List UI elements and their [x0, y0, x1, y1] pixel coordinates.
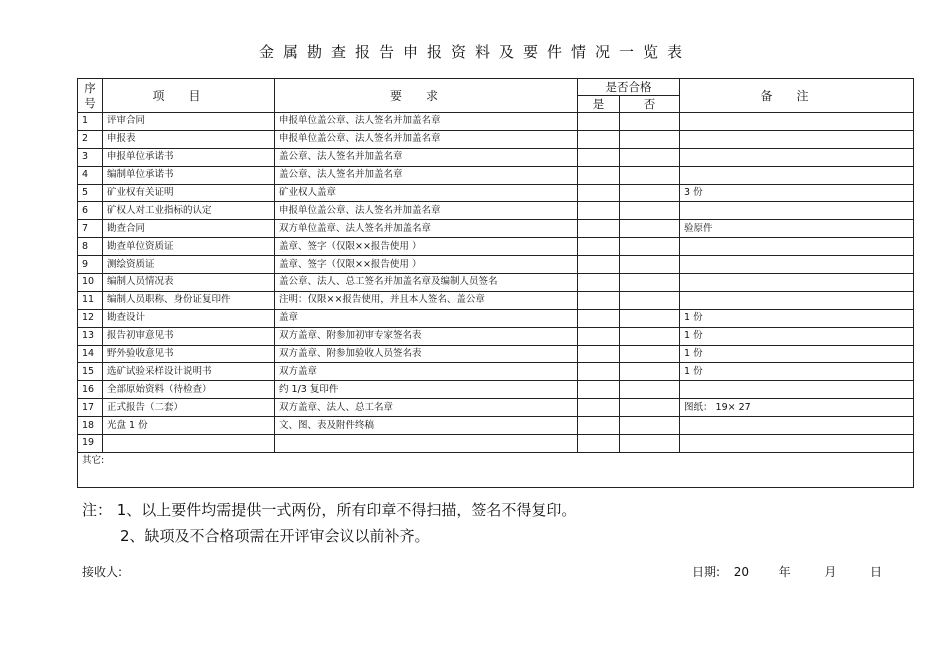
row-yes-cell [578, 363, 620, 381]
table-row [78, 202, 914, 220]
remark-header: 备注 [680, 79, 914, 113]
row-requirement: 盖章 [275, 309, 578, 327]
row-yes-cell [578, 113, 620, 131]
row-no-cell [620, 113, 680, 131]
row-no-cell [620, 220, 680, 238]
row-item: 勘查单位资质证 [103, 238, 275, 256]
row-yes-cell [578, 184, 620, 202]
row-yes-cell [578, 148, 620, 166]
seq-header [78, 79, 103, 113]
month-label: 月 [824, 565, 837, 579]
table-row [78, 238, 914, 256]
other-label: 其它: [78, 452, 914, 487]
row-item: 正式报告（二套） [103, 399, 275, 417]
row-number: 8 [78, 238, 103, 256]
row-item: 测绘资质证 [103, 256, 275, 274]
row-remark [680, 130, 914, 148]
row-item: 全部原始资料（待检查） [103, 381, 275, 399]
row-requirement: 盖公章、法人签名并加盖名章 [275, 148, 578, 166]
row-no-cell [620, 435, 680, 453]
row-remark: 1 份 [680, 327, 914, 345]
row-item: 光盘 1 份 [103, 417, 275, 435]
row-requirement: 双方盖章、附参加验收人员签名表 [275, 345, 578, 363]
row-number: 12 [78, 309, 103, 327]
row-no-cell [620, 166, 680, 184]
row-requirement: 注明：仅限××报告使用，并且本人签名、盖公章 [275, 291, 578, 309]
row-yes-cell [578, 166, 620, 184]
table-row [78, 435, 914, 453]
no-header: 否 [620, 96, 680, 113]
row-number: 19 [78, 435, 103, 453]
table-row [78, 399, 914, 417]
date-line [692, 563, 882, 580]
row-item: 申报单位承诺书 [103, 148, 275, 166]
yes-header: 是 [578, 96, 620, 113]
row-no-cell [620, 345, 680, 363]
row-no-cell [620, 417, 680, 435]
row-number: 14 [78, 345, 103, 363]
row-number: 11 [78, 291, 103, 309]
row-requirement: 文、图、表及附件终稿 [275, 417, 578, 435]
row-remark [680, 256, 914, 274]
row-no-cell [620, 202, 680, 220]
table-row [78, 184, 914, 202]
row-item: 编制人员情况表 [103, 274, 275, 292]
row-item: 评审合同 [103, 113, 275, 131]
row-item: 选矿试验采样设计说明书 [103, 363, 275, 381]
row-no-cell [620, 291, 680, 309]
table-row [78, 345, 914, 363]
row-number: 3 [78, 148, 103, 166]
row-no-cell [620, 327, 680, 345]
row-remark [680, 381, 914, 399]
row-remark [680, 274, 914, 292]
row-remark: 验原件 [680, 220, 914, 238]
row-no-cell [620, 399, 680, 417]
table-row [78, 291, 914, 309]
row-number: 6 [78, 202, 103, 220]
document-title: 金属勘查报告申报资料及要件情况一览表 [258, 43, 691, 61]
row-item: 野外验收意见书 [103, 345, 275, 363]
seq-header-a: 序 [84, 80, 96, 95]
row-number: 16 [78, 381, 103, 399]
table-row [78, 274, 914, 292]
row-no-cell [620, 274, 680, 292]
row-item: 矿业权有关证明 [103, 184, 275, 202]
row-remark: 1 份 [680, 309, 914, 327]
row-number: 9 [78, 256, 103, 274]
date-label: 日期: [692, 565, 721, 579]
row-remark: 图纸： 19× 27 [680, 399, 914, 417]
table-row [78, 113, 914, 131]
other-row [78, 452, 914, 487]
row-requirement: 双方盖章 [275, 363, 578, 381]
row-yes-cell [578, 291, 620, 309]
year-prefix: 20 [733, 565, 749, 579]
row-yes-cell [578, 381, 620, 399]
row-no-cell [620, 184, 680, 202]
row-requirement: 双方盖章、附参加初审专家签名表 [275, 327, 578, 345]
row-requirement: 盖章、签字（仅限××报告使用 ） [275, 238, 578, 256]
receiver-label: 接收人: [82, 565, 123, 579]
table-row [78, 327, 914, 345]
row-no-cell [620, 381, 680, 399]
row-yes-cell [578, 202, 620, 220]
row-no-cell [620, 238, 680, 256]
table-row [78, 130, 914, 148]
row-requirement: 盖公章、法人、总工签名并加盖名章及编制人员签名 [275, 274, 578, 292]
row-no-cell [620, 130, 680, 148]
row-remark [680, 435, 914, 453]
row-yes-cell [578, 220, 620, 238]
table-row [78, 417, 914, 435]
row-remark: 3 份 [680, 184, 914, 202]
requirement-header: 要求 [275, 79, 578, 113]
table-row [78, 220, 914, 238]
row-remark [680, 166, 914, 184]
row-remark [680, 148, 914, 166]
row-requirement [275, 435, 578, 453]
table-row [78, 166, 914, 184]
row-remark [680, 291, 914, 309]
seq-header-b: 号 [84, 95, 96, 110]
row-yes-cell [578, 435, 620, 453]
note-line-1: 注： 1、以上要件均需提供一式两份，所有印章不得扫描，签名不得复印。 [82, 501, 577, 519]
year-label: 年 [778, 565, 791, 579]
row-remark: 1 份 [680, 363, 914, 381]
row-remark: 1 份 [680, 345, 914, 363]
row-item: 编制人员职称、身份证复印件 [103, 291, 275, 309]
table-row [78, 148, 914, 166]
row-requirement: 双方盖章、法人、总工名章 [275, 399, 578, 417]
row-number: 18 [78, 417, 103, 435]
row-requirement: 申报单位盖公章、法人签名并加盖名章 [275, 130, 578, 148]
header-row [78, 79, 914, 96]
row-yes-cell [578, 274, 620, 292]
row-remark [680, 113, 914, 131]
row-requirement: 盖章、签字（仅限××报告使用 ） [275, 256, 578, 274]
notes [82, 497, 576, 549]
row-remark [680, 238, 914, 256]
row-yes-cell [578, 345, 620, 363]
row-yes-cell [578, 417, 620, 435]
row-requirement: 双方单位盖章、法人签名并加盖名章 [275, 220, 578, 238]
note-line-2: 2、缺项及不合格项需在开评审会议以前补齐。 [120, 527, 430, 545]
row-requirement: 申报单位盖公章、法人签名并加盖名章 [275, 113, 578, 131]
row-number: 13 [78, 327, 103, 345]
row-no-cell [620, 309, 680, 327]
row-yes-cell [578, 399, 620, 417]
row-yes-cell [578, 256, 620, 274]
row-item: 编制单位承诺书 [103, 166, 275, 184]
row-item: 申报表 [103, 130, 275, 148]
qualified-header: 是否合格 [578, 79, 680, 96]
row-item: 勘查设计 [103, 309, 275, 327]
row-requirement: 盖公章、法人签名并加盖名章 [275, 166, 578, 184]
row-number: 10 [78, 274, 103, 292]
row-number: 1 [78, 113, 103, 131]
row-number: 5 [78, 184, 103, 202]
row-number: 4 [78, 166, 103, 184]
requirements-table [77, 78, 914, 488]
row-requirement: 约 1/3 复印件 [275, 381, 578, 399]
row-yes-cell [578, 238, 620, 256]
item-header: 项目 [103, 79, 275, 113]
table-row [78, 309, 914, 327]
table-row [78, 363, 914, 381]
row-no-cell [620, 256, 680, 274]
row-yes-cell [578, 327, 620, 345]
row-item: 勘查合同 [103, 220, 275, 238]
row-number: 2 [78, 130, 103, 148]
row-no-cell [620, 148, 680, 166]
row-item: 报告初审意见书 [103, 327, 275, 345]
row-remark [680, 202, 914, 220]
row-yes-cell [578, 309, 620, 327]
row-requirement: 申报单位盖公章、法人签名并加盖名章 [275, 202, 578, 220]
row-remark [680, 417, 914, 435]
row-item [103, 435, 275, 453]
day-label: 日 [869, 565, 882, 579]
row-number: 7 [78, 220, 103, 238]
row-item: 矿权人对工业指标的认定 [103, 202, 275, 220]
table-row [78, 256, 914, 274]
row-number: 17 [78, 399, 103, 417]
row-number: 15 [78, 363, 103, 381]
row-no-cell [620, 363, 680, 381]
row-yes-cell [578, 130, 620, 148]
row-requirement: 矿业权人盖章 [275, 184, 578, 202]
table-row [78, 381, 914, 399]
